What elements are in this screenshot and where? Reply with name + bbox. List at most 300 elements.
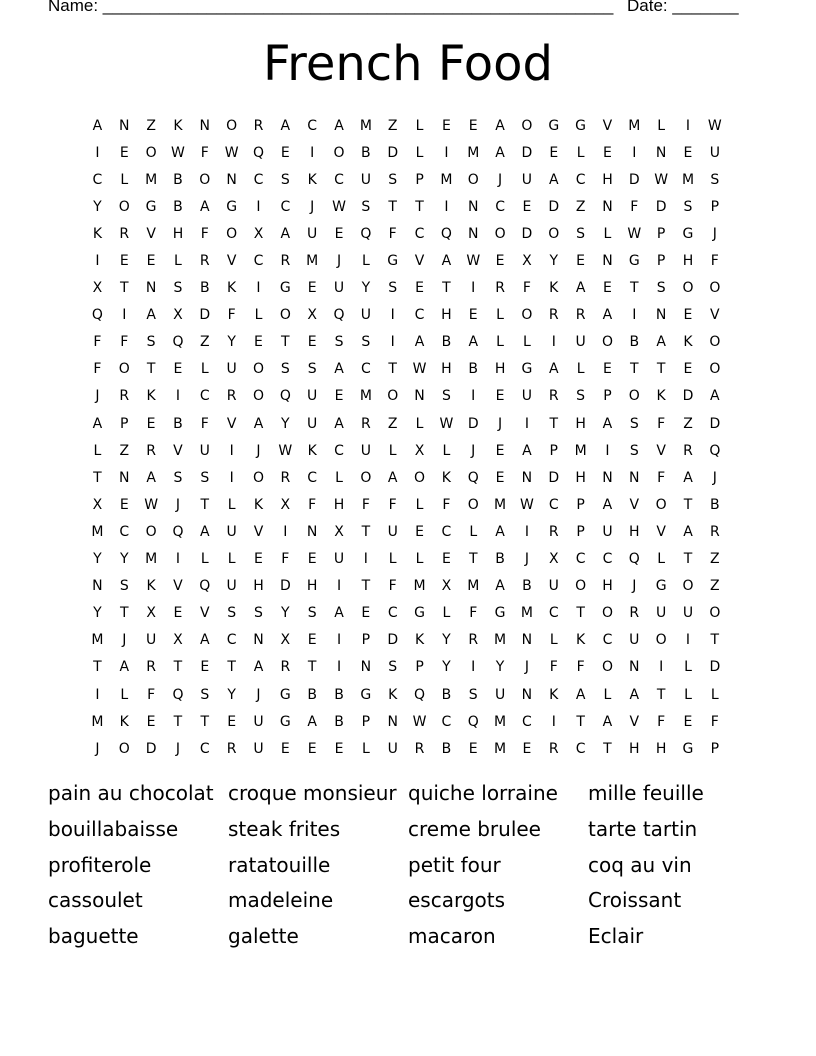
grid-letter: O <box>279 307 291 324</box>
grid-letter: S <box>629 442 639 459</box>
grid-letter: F <box>200 144 209 161</box>
grid-letter: D <box>387 144 399 161</box>
grid-letter: S <box>307 361 317 378</box>
word-bank-item: quiche lorraine <box>408 781 558 805</box>
grid-letter: D <box>521 144 533 161</box>
grid-letter: G <box>628 253 640 270</box>
grid-letter: I <box>336 659 342 676</box>
page-title: French Food <box>263 36 553 92</box>
grid-letter: E <box>119 144 129 161</box>
grid-letter: J <box>95 388 100 405</box>
grid-letter: L <box>469 523 478 540</box>
grid-letter: B <box>361 144 371 161</box>
grid-letter: N <box>655 307 667 324</box>
grid-letter: K <box>146 388 156 405</box>
grid-letter: O <box>521 117 533 134</box>
grid-letter: H <box>253 578 264 595</box>
grid-letter: A <box>602 713 613 730</box>
grid-letter: E <box>173 605 183 622</box>
grid-letter: K <box>683 334 693 351</box>
grid-letter: H <box>575 469 586 486</box>
grid-letter: S <box>576 225 586 242</box>
grid-letter: Y <box>281 605 290 622</box>
grid-letter: S <box>388 659 398 676</box>
grid-letter: M <box>359 117 372 134</box>
grid-letter: D <box>199 307 211 324</box>
grid-letter: H <box>655 740 667 757</box>
grid-letter: N <box>602 253 613 270</box>
grid-letter: O <box>655 496 667 513</box>
grid-letter: Y <box>119 551 129 568</box>
grid-letter: T <box>415 198 424 215</box>
grid-letter: P <box>361 713 371 730</box>
grid-letter: A <box>683 523 693 540</box>
grid-letter: T <box>93 659 102 676</box>
grid-letter: I <box>390 307 395 324</box>
grid-letter: A <box>495 523 505 540</box>
grid-letter: S <box>173 469 183 486</box>
grid-letter: T <box>119 280 129 297</box>
grid-letter: I <box>471 388 476 405</box>
word-bank-item: mille feuille <box>588 781 704 805</box>
grid-letter: A <box>334 117 344 134</box>
grid-letter: H <box>441 361 452 378</box>
grid-letter: A <box>710 388 720 405</box>
word-bank-item: macaron <box>408 924 496 949</box>
grid-letter: A <box>334 605 344 622</box>
grid-letter: I <box>471 280 476 297</box>
grid-letter: T <box>630 361 639 378</box>
grid-letter: N <box>226 171 237 188</box>
grid-letter: O <box>145 523 157 540</box>
grid-letter: I <box>175 388 181 405</box>
grid-letter: P <box>576 496 585 513</box>
grid-letter: C <box>253 171 264 188</box>
word-bank-item: Eclair <box>588 924 644 949</box>
grid-letter: J <box>524 551 529 568</box>
grid-letter: O <box>145 144 157 161</box>
grid-letter: L <box>576 144 585 161</box>
grid-letter: Z <box>146 117 156 134</box>
grid-letter: U <box>145 632 157 649</box>
word-bank-item: bouillabaisse <box>48 816 179 841</box>
grid-letter: B <box>710 496 720 513</box>
word-bank-item: tarte tartin <box>588 816 698 841</box>
grid-letter: U <box>360 171 371 188</box>
grid-letter: D <box>279 578 291 595</box>
grid-letter: V <box>173 442 183 459</box>
grid-letter: C <box>548 605 559 622</box>
grid-letter: R <box>280 253 291 270</box>
grid-letter: U <box>253 740 264 757</box>
grid-letter: A <box>548 361 559 378</box>
grid-letter: M <box>494 713 507 730</box>
grid-letter: W <box>224 144 239 161</box>
grid-letter: X <box>92 280 103 297</box>
grid-letter: U <box>521 171 533 188</box>
grid-letter: N <box>521 469 533 486</box>
grid-letter: D <box>467 415 479 432</box>
grid-letter: R <box>468 632 479 649</box>
grid-letter: A <box>92 117 103 134</box>
grid-letter: F <box>388 225 397 242</box>
grid-letter: L <box>388 442 397 459</box>
grid-letter: T <box>388 198 397 215</box>
grid-letter: A <box>200 632 210 649</box>
grid-letter: H <box>629 740 640 757</box>
grid-letter: O <box>682 280 694 297</box>
grid-letter: E <box>334 225 344 242</box>
grid-letter: L <box>442 442 451 459</box>
grid-letter: C <box>253 253 264 270</box>
grid-letter: M <box>145 551 158 568</box>
grid-letter: E <box>307 632 317 649</box>
grid-letter: A <box>253 659 264 676</box>
grid-letter: M <box>91 523 104 540</box>
grid-letter: T <box>576 713 585 730</box>
grid-letter: J <box>498 415 503 432</box>
grid-letter: I <box>256 280 261 297</box>
grid-letter: E <box>227 713 237 730</box>
grid-letter: F <box>227 307 236 324</box>
grid-letter: I <box>229 469 234 486</box>
grid-letter: T <box>307 659 317 676</box>
grid-letter: E <box>522 740 532 757</box>
grid-letter: B <box>334 713 344 730</box>
grid-letter: J <box>712 469 717 486</box>
grid-letter: X <box>414 442 425 459</box>
grid-letter: L <box>496 334 504 351</box>
grid-letter: L <box>415 496 424 513</box>
grid-letter: E <box>495 388 505 405</box>
grid-letter: L <box>684 686 692 703</box>
grid-letter: M <box>413 578 426 595</box>
grid-letter: N <box>119 469 130 486</box>
grid-letter: X <box>548 551 559 568</box>
grid-letter: G <box>682 740 694 757</box>
grid-letter: C <box>602 551 613 568</box>
grid-letter: O <box>709 605 721 622</box>
grid-letter: C <box>441 713 452 730</box>
grid-letter: Y <box>281 415 290 432</box>
grid-letter: O <box>333 144 345 161</box>
grid-letter: M <box>494 632 507 649</box>
grid-letter: M <box>145 171 158 188</box>
grid-letter: E <box>522 198 532 215</box>
grid-letter: U <box>226 361 237 378</box>
grid-letter: T <box>630 280 639 297</box>
grid-letter: U <box>333 280 345 297</box>
grid-letter: M <box>467 144 480 161</box>
grid-letter: O <box>709 280 721 297</box>
grid-letter: C <box>602 632 613 649</box>
grid-letter: C <box>280 198 291 215</box>
grid-letter: M <box>494 496 507 513</box>
grid-letter: H <box>602 578 613 595</box>
grid-letter: Z <box>710 578 720 595</box>
grid-letter: T <box>656 686 666 703</box>
grid-letter: R <box>709 523 720 540</box>
grid-letter: N <box>602 469 613 486</box>
grid-letter: A <box>414 334 425 351</box>
grid-letter: S <box>227 605 237 622</box>
grid-letter: Y <box>93 198 102 215</box>
grid-letter: A <box>468 334 479 351</box>
grid-letter: F <box>657 469 666 486</box>
name-field-label[interactable]: Name: ______________________________________________________ <box>48 0 614 15</box>
grid-letter: A <box>334 361 344 378</box>
grid-letter: R <box>146 659 156 676</box>
grid-letter: R <box>280 659 291 676</box>
grid-letter: M <box>467 578 480 595</box>
grid-letter: E <box>334 740 344 757</box>
grid-letter: S <box>280 171 290 188</box>
grid-letter: K <box>656 388 666 405</box>
grid-letter: P <box>120 415 129 432</box>
grid-letter: G <box>521 361 533 378</box>
grid-letter: R <box>119 388 130 405</box>
grid-letter: R <box>548 523 559 540</box>
grid-letter: J <box>175 496 181 513</box>
grid-letter: E <box>468 307 478 324</box>
grid-letter: R <box>629 605 640 622</box>
grid-letter: F <box>630 198 639 215</box>
grid-letter: K <box>119 713 129 730</box>
grid-letter: Y <box>442 632 451 649</box>
grid-letter: W <box>412 361 427 378</box>
grid-letter: I <box>444 198 449 215</box>
grid-letter: I <box>685 117 691 134</box>
grid-letter: B <box>441 740 452 757</box>
grid-letter: K <box>441 469 451 486</box>
grid-letter: E <box>280 740 290 757</box>
grid-letter: E <box>603 280 612 297</box>
grid-letter: I <box>685 632 691 649</box>
grid-letter: T <box>683 496 693 513</box>
grid-letter: A <box>602 307 613 324</box>
grid-letter: O <box>709 361 721 378</box>
grid-letter: I <box>605 442 610 459</box>
grid-letter: A <box>602 496 613 513</box>
grid-letter: U <box>387 523 398 540</box>
word-bank-item: petit four <box>408 852 501 877</box>
grid-letter: K <box>307 171 317 188</box>
grid-letter: O <box>226 117 238 134</box>
grid-letter: T <box>442 280 451 297</box>
grid-letter: J <box>471 442 476 459</box>
grid-letter: H <box>629 523 640 540</box>
grid-letter: U <box>360 307 371 324</box>
grid-letter: J <box>336 253 342 270</box>
word-search-grid <box>84 112 728 762</box>
grid-letter: A <box>334 415 344 432</box>
grid-letter: Q <box>172 523 184 540</box>
grid-letter: X <box>522 253 532 270</box>
grid-letter: I <box>659 659 664 676</box>
grid-letter: L <box>361 253 370 270</box>
grid-letter: R <box>575 307 586 324</box>
grid-letter: L <box>415 144 424 161</box>
grid-letter: L <box>335 469 343 486</box>
grid-letter: G <box>279 713 291 730</box>
grid-letter: N <box>629 659 640 676</box>
grid-letter: Z <box>683 415 693 432</box>
grid-letter: I <box>256 198 261 215</box>
grid-letter: F <box>147 686 156 703</box>
grid-letter: E <box>415 523 424 540</box>
grid-letter: Y <box>442 659 451 676</box>
grid-letter: E <box>468 117 478 134</box>
grid-letter: D <box>709 415 721 432</box>
grid-letter: P <box>549 442 558 459</box>
grid-letter: H <box>602 171 613 188</box>
grid-letter: U <box>494 686 506 703</box>
grid-letter: T <box>281 334 290 351</box>
grid-letter: E <box>146 713 156 730</box>
grid-letter: Q <box>414 686 426 703</box>
grid-letter: V <box>200 605 210 622</box>
grid-letter: L <box>254 307 263 324</box>
grid-letter: L <box>523 334 531 351</box>
grid-letter: C <box>414 307 425 324</box>
grid-letter: E <box>254 551 263 568</box>
grid-letter: U <box>387 740 398 757</box>
grid-letter: T <box>361 578 371 595</box>
grid-letter: O <box>601 659 613 676</box>
grid-letter: M <box>359 388 372 405</box>
grid-letter: L <box>361 740 370 757</box>
grid-letter: R <box>199 253 210 270</box>
grid-letter: S <box>146 334 156 351</box>
grid-letter: G <box>655 578 667 595</box>
grid-letter: T <box>227 659 236 676</box>
grid-letter: E <box>307 334 317 351</box>
grid-letter: F <box>308 496 317 513</box>
grid-letter: N <box>199 117 211 134</box>
grid-letter: O <box>575 578 587 595</box>
grid-letter: I <box>95 144 100 161</box>
grid-letter: I <box>336 578 342 595</box>
word-bank-item: ratatouille <box>228 852 331 877</box>
grid-letter: K <box>307 442 317 459</box>
grid-letter: F <box>576 659 585 676</box>
grid-letter: J <box>498 171 503 188</box>
grid-letter: H <box>172 225 184 242</box>
grid-letter: Z <box>119 442 130 459</box>
grid-letter: S <box>576 388 586 405</box>
grid-letter: R <box>253 117 264 134</box>
grid-letter: S <box>656 280 666 297</box>
grid-letter: M <box>681 171 695 188</box>
grid-letter: W <box>654 171 669 188</box>
grid-letter: I <box>175 551 181 568</box>
grid-letter: U <box>333 551 345 568</box>
grid-letter: E <box>307 740 317 757</box>
grid-letter: G <box>414 605 425 622</box>
word-bank <box>48 777 768 956</box>
grid-letter: M <box>520 605 533 622</box>
grid-letter: R <box>226 740 237 757</box>
grid-letter: R <box>548 307 559 324</box>
grid-letter: V <box>414 253 425 270</box>
grid-letter: M <box>574 442 587 459</box>
word-bank-item: madeleine <box>228 888 334 913</box>
grid-letter: X <box>280 496 291 513</box>
grid-letter: B <box>441 686 452 703</box>
grid-letter: K <box>549 686 559 703</box>
grid-letter: F <box>710 713 719 730</box>
grid-letter: A <box>146 307 156 324</box>
grid-letter: S <box>334 334 344 351</box>
grid-letter: Y <box>227 686 236 703</box>
grid-letter: D <box>548 198 560 215</box>
grid-letter: Z <box>575 198 586 215</box>
grid-letter: E <box>119 253 129 270</box>
grid-letter: A <box>441 253 452 270</box>
grid-letter: Q <box>252 144 264 161</box>
grid-letter: H <box>333 496 345 513</box>
grid-letter: C <box>495 198 505 215</box>
grid-letter: S <box>307 605 317 622</box>
grid-letter: Z <box>200 334 210 351</box>
grid-letter: A <box>602 415 613 432</box>
grid-letter: S <box>441 388 451 405</box>
grid-letter: A <box>629 686 640 703</box>
grid-letter: N <box>655 144 667 161</box>
grid-letter: Y <box>549 253 559 270</box>
grid-letter: H <box>306 578 318 595</box>
grid-letter: X <box>280 632 291 649</box>
grid-letter: D <box>682 388 694 405</box>
grid-letter: L <box>227 496 236 513</box>
grid-letter: Q <box>709 442 721 459</box>
grid-letter: I <box>524 523 529 540</box>
grid-letter: C <box>226 632 237 649</box>
grid-letter: F <box>522 280 531 297</box>
grid-letter: G <box>360 686 372 703</box>
grid-letter: U <box>521 388 533 405</box>
grid-letter: L <box>710 686 719 703</box>
grid-letter: W <box>278 442 293 459</box>
grid-letter: P <box>656 253 666 270</box>
grid-letter: G <box>145 198 157 215</box>
grid-letter: A <box>575 280 586 297</box>
grid-letter: O <box>682 578 694 595</box>
grid-letter: O <box>387 388 399 405</box>
date-field-label[interactable]: Date: _______ <box>627 0 739 15</box>
grid-letter: N <box>119 117 130 134</box>
grid-letter: V <box>226 415 237 432</box>
grid-letter: E <box>495 469 505 486</box>
grid-letter: I <box>471 659 476 676</box>
grid-letter: T <box>361 523 371 540</box>
grid-letter: J <box>95 740 100 757</box>
grid-letter: G <box>494 605 506 622</box>
grid-letter: O <box>226 225 238 242</box>
grid-letter: U <box>629 632 640 649</box>
grid-letter: A <box>575 686 586 703</box>
grid-letter: S <box>119 578 129 595</box>
grid-letter: U <box>307 415 318 432</box>
grid-letter: U <box>226 523 237 540</box>
grid-letter: T <box>549 415 559 432</box>
grid-letter: W <box>439 415 454 432</box>
grid-letter: R <box>548 388 559 405</box>
grid-letter: Z <box>387 117 398 134</box>
grid-letter: E <box>495 253 505 270</box>
grid-letter: O <box>252 388 264 405</box>
grid-letter: D <box>387 632 399 649</box>
